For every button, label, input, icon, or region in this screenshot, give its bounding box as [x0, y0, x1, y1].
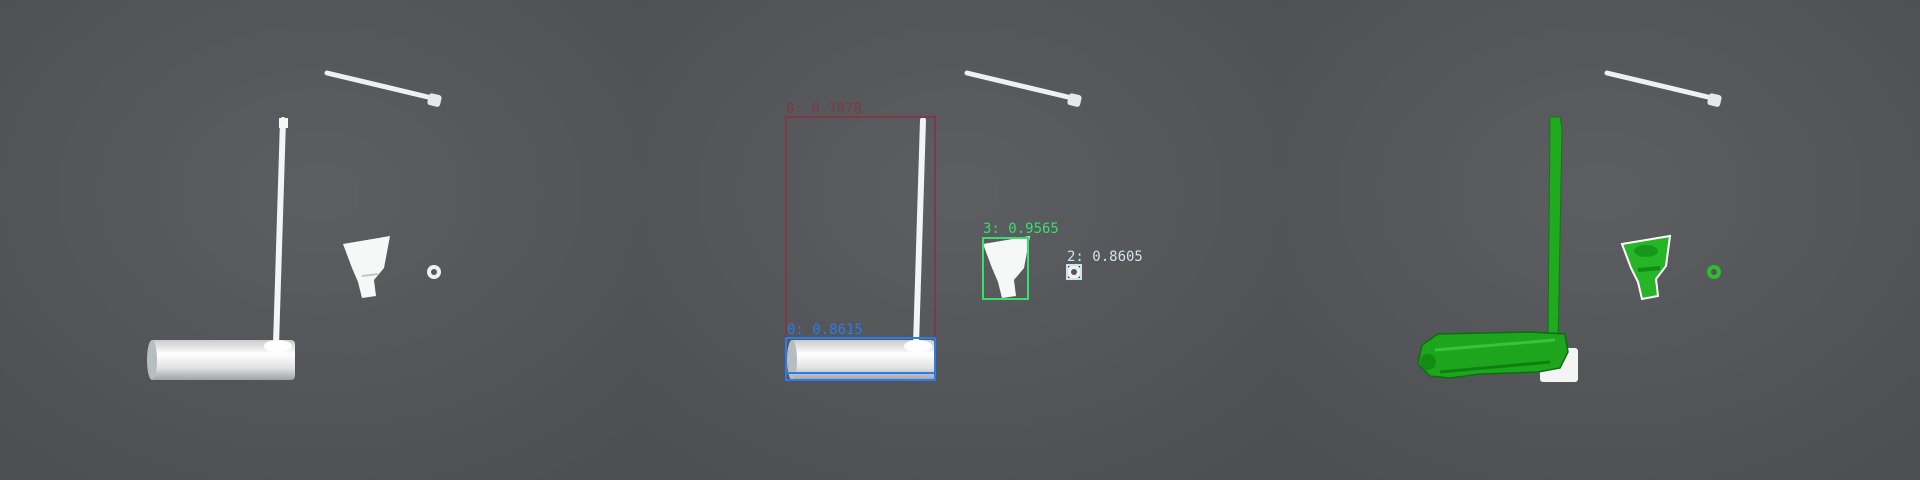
- table-surface: [1280, 0, 1920, 480]
- detection-label: 0: 0.7078: [786, 101, 862, 117]
- detection-label: 2: 0.8605: [1067, 249, 1143, 265]
- segmentation-scene: [1280, 0, 1920, 480]
- detection-scene: [640, 0, 1280, 480]
- table-surface: [0, 0, 640, 480]
- panel-detections: [640, 0, 1280, 480]
- original-scene: [0, 0, 640, 480]
- detection-label: 3: 0.9565: [983, 221, 1059, 237]
- panel-segmentation: [1280, 0, 1920, 480]
- table-surface: [640, 0, 1280, 480]
- mask-nut: [1707, 265, 1721, 279]
- small-nut: [427, 265, 441, 279]
- panel-original: [0, 0, 640, 480]
- detection-label: 0: 0.8615: [787, 322, 863, 338]
- small-nut: [1067, 265, 1081, 279]
